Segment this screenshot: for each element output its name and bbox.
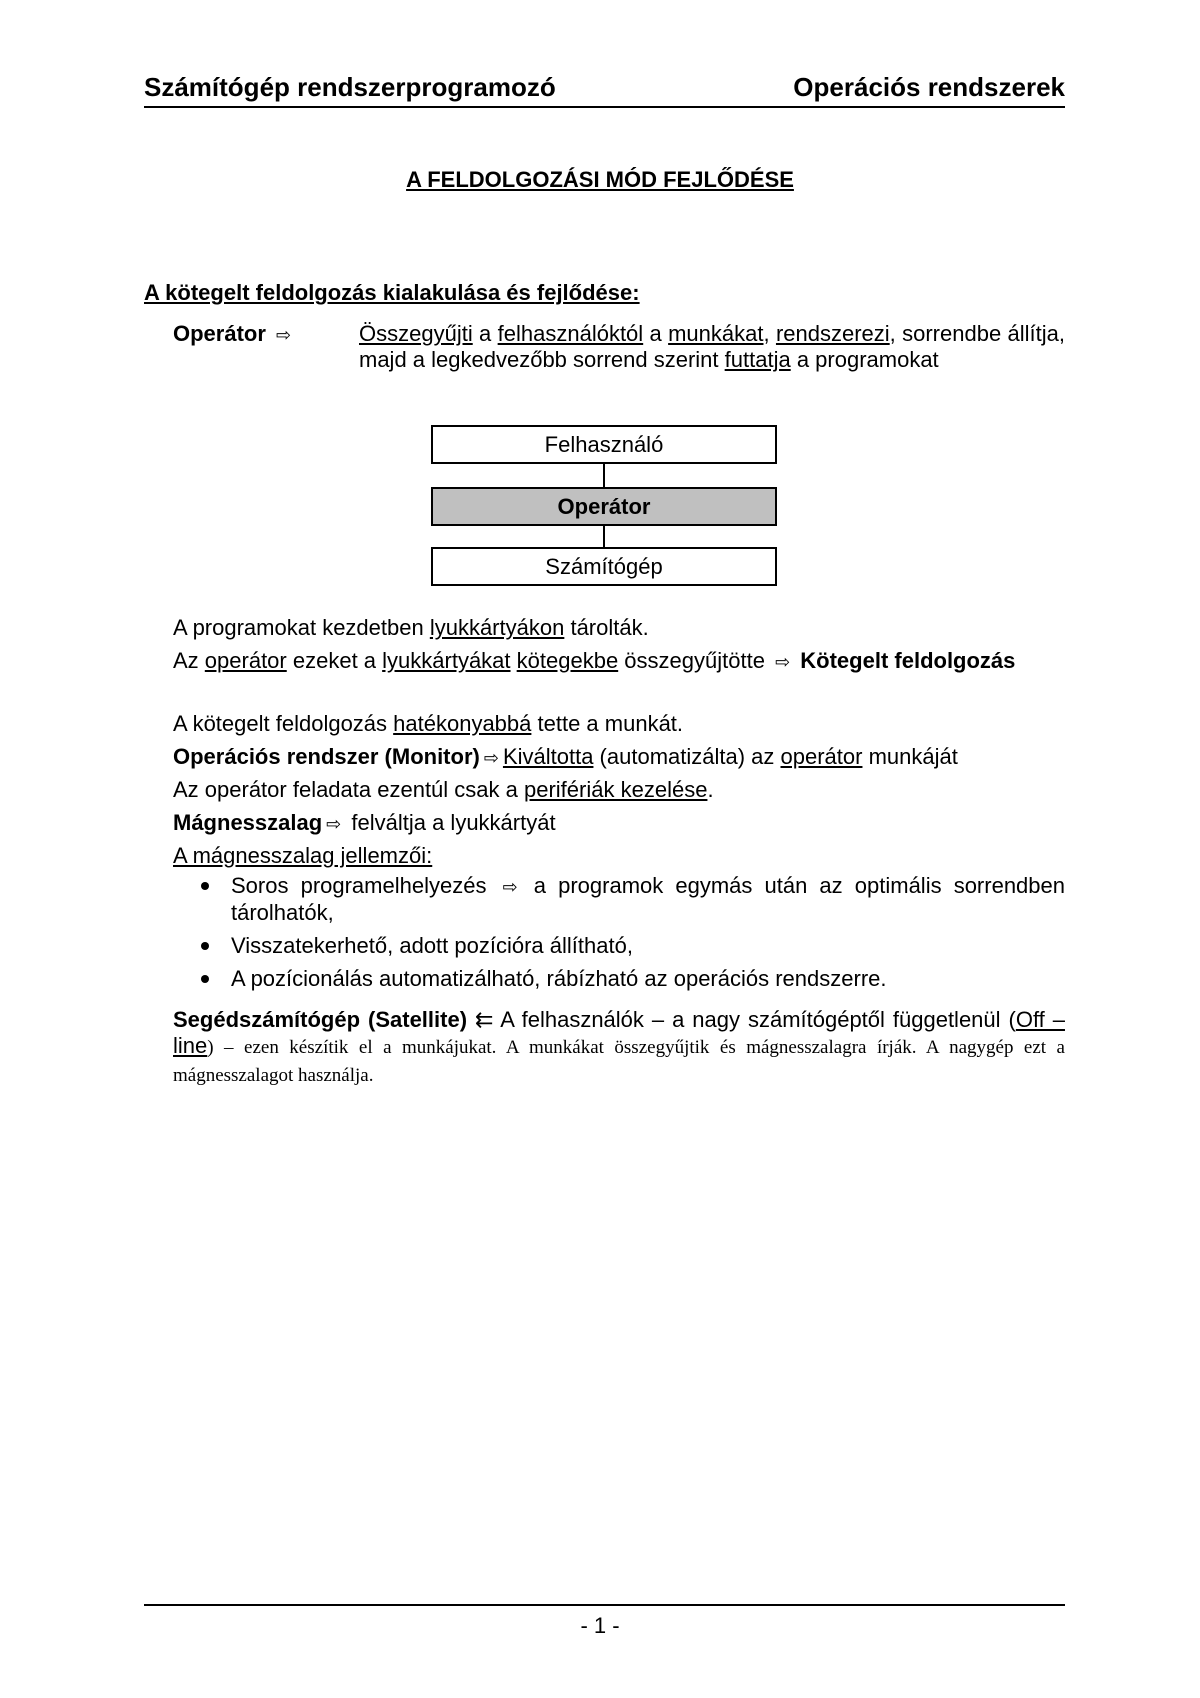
definition-text: , sorrendbe állítja, majd a legkedvezőbb sorrend szerint (359, 321, 1065, 372)
header-left-title: Számítógép rendszerprogramozó (144, 72, 556, 102)
diagram-connector (603, 464, 605, 488)
text-line-magnetic-tape (173, 810, 1065, 837)
line-text: A felhasználók – a nagy számítógéptől függetlenül ( (493, 1007, 1016, 1032)
diagram-connector (603, 526, 605, 548)
list-item-text: Visszatekerhető, adott pozícióra állítható, (231, 933, 633, 958)
text-line-satellite (173, 1007, 1065, 1089)
line-text: felváltja a lyukkártyát (345, 810, 556, 835)
underlined-word: perifériák kezelése (524, 777, 708, 802)
underlined-word: operátor (780, 744, 863, 769)
arrow-icon: ⇨ (326, 814, 342, 834)
underlined-word: munkákat (668, 321, 764, 346)
underlined-word: futtatja (724, 347, 791, 372)
line-text: tette a munkát. (531, 711, 684, 736)
underlined-word: lyukkártyákon (429, 615, 565, 640)
text-line-peripherals (173, 777, 1065, 803)
underlined-word: operátor (204, 648, 287, 673)
line-text: A programokat kezdetben (173, 615, 430, 640)
line-text: . (707, 777, 714, 802)
tape-features-heading: A mágnesszalag jellemzői: (173, 843, 433, 868)
header-right-title: Operációs rendszerek (793, 72, 1065, 102)
line-text: A kötegelt feldolgozás (173, 711, 394, 736)
left-arrows-icon: ⇇ (475, 1007, 494, 1032)
bullet-icon (201, 975, 209, 983)
page-number: - 1 - (580, 1613, 620, 1638)
line-text-serif: ) – ezen készítik el a munkájukat. A munkákat összegyűjtik és mágnesszalagra írják. A nagygép ezt a mágnesszalagot használja. (173, 1037, 1065, 1086)
underlined-word: rendszerezi (775, 321, 890, 346)
text-line-punched-cards (173, 615, 1065, 641)
text-line-batching (173, 648, 1065, 675)
line-text: (automatizálta) az (593, 744, 781, 769)
underlined-word: lyukkártyákat (382, 648, 511, 673)
bullet-icon (201, 942, 209, 950)
text-line-efficiency (173, 711, 1065, 737)
arrow-icon: ⇨ (502, 877, 518, 897)
operator-definition (359, 321, 1065, 373)
text-line-monitor (173, 744, 1065, 771)
diagram-box-user: Felhasználó (431, 425, 777, 464)
definition-text: a programokat (790, 347, 939, 372)
diagram-box-computer: Számítógép (431, 547, 777, 586)
underlined-word: Összegyűjti (359, 321, 473, 346)
diagram-box-operator: Operátor (431, 487, 777, 526)
line-text: tárolták. (564, 615, 649, 640)
underlined-word: kötegekbe (516, 648, 619, 673)
line-text: Az operátor feladata ezentúl csak a (173, 777, 524, 802)
line-text: munkáját (862, 744, 958, 769)
bold-term: Segédszámítógép (Satellite) (173, 1007, 468, 1032)
line-text: Az (173, 648, 205, 673)
operator-term (173, 321, 295, 347)
underlined-word: Kiváltotta (502, 744, 594, 769)
definition-text: a (472, 321, 498, 346)
underlined-word: felhasználóktól (497, 321, 644, 346)
definition-text: a (643, 321, 669, 346)
operator-term-label: Operátor (173, 321, 266, 346)
arrow-icon: ⇨ (276, 325, 292, 345)
list-item-text: a programok egymás után az optimális sorrendben tárolhatók, (231, 873, 1065, 925)
underlined-word: Off – line (173, 1007, 1065, 1058)
list-item (173, 933, 1065, 959)
list-item-text: A pozícionálás automatizálható, rábízható az operációs rendszerre. (231, 966, 887, 991)
tape-features-list (173, 873, 1065, 999)
arrow-icon: ⇨ (483, 748, 499, 768)
bold-term: Kötegelt feldolgozás (800, 648, 1016, 673)
document-title: A FELDOLGOZÁSI MÓD FEJLŐDÉSE (406, 167, 794, 192)
line-text: ezeket a (286, 648, 383, 673)
bullet-icon (201, 882, 209, 890)
list-item-text: Soros programelhelyezés (231, 873, 499, 898)
page-header (144, 70, 1065, 108)
bold-term: Operációs rendszer (Monitor) (173, 744, 480, 769)
footer-divider (144, 1604, 1065, 1606)
definition-text: , (763, 321, 776, 346)
list-item (173, 966, 1065, 992)
list-item (173, 873, 1065, 926)
arrow-icon: ⇨ (775, 652, 791, 672)
line-text: összegyűjtötte (618, 648, 772, 673)
section-heading: A kötegelt feldolgozás kialakulása és fejlődése: (144, 280, 640, 305)
bold-term: Mágnesszalag (173, 810, 323, 835)
underlined-word: hatékonyabbá (393, 711, 532, 736)
